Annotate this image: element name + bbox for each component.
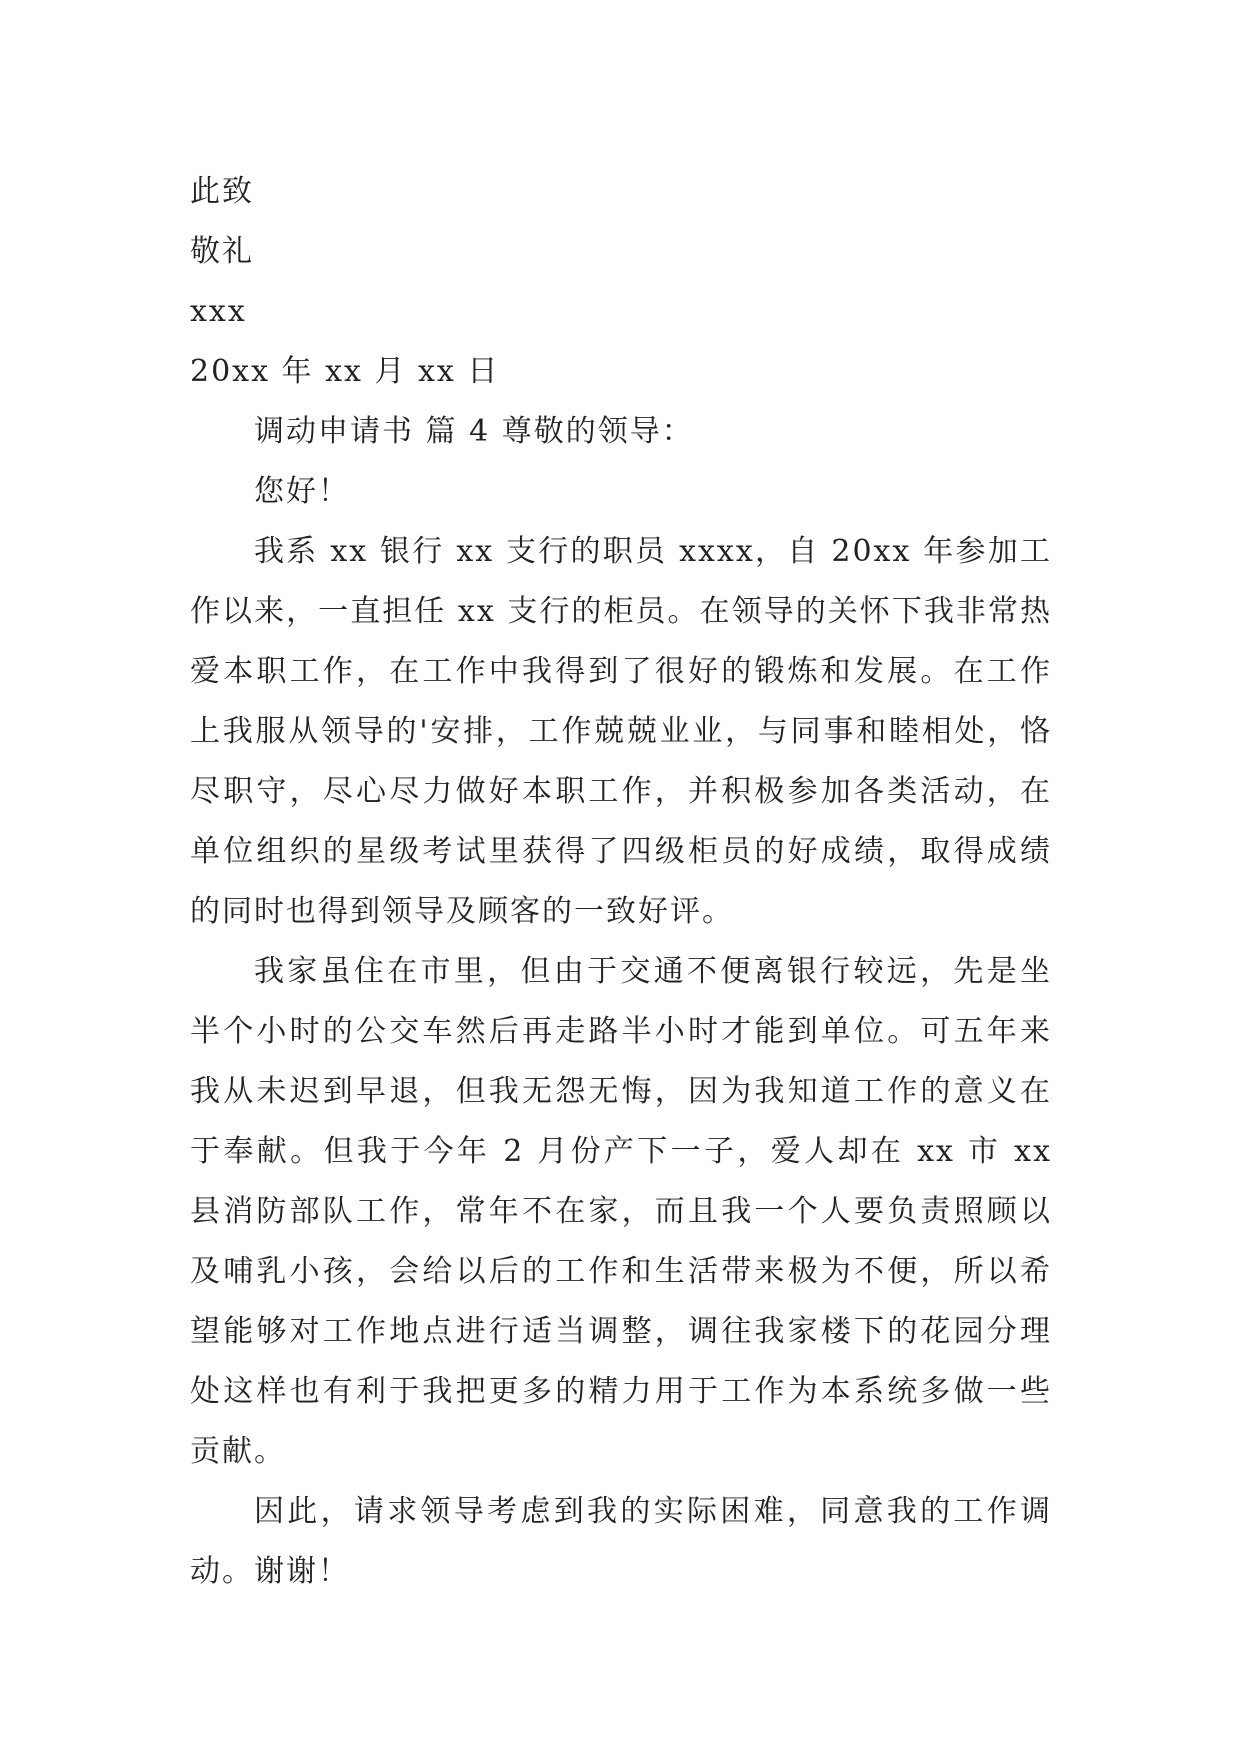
closing-regards: 敬礼 — [190, 234, 254, 269]
paragraph-1: 我系 xx 银行 xx 支行的职员 xxxx，自 20xx 年参加工作以来，一直担任 xx 支行的柜员。在领导的关怀下我非常热爱本职工作，在工作中我得到了很好的锻炼和发展。在工作上我服从领导的'安排，工作兢兢业业，与同事和睦相处，恪尽职守，尽心尽力做好本职工作，并积极参加各类活动，在单位组织的星级考试里获得了四级柜员的好成绩，取得成绩的同时也得到领导及顾客的一致好评。 — [190, 534, 1052, 929]
signature: xxx — [190, 294, 247, 329]
paragraph-2: 我家虽住在市里，但由于交通不便离银行较远，先是坐半个小时的公交车然后再走路半小时才能到单位。可五年来我从未迟到早退，但我无怨无悔，因为我知道工作的意义在于奉献。但我于今年 2 月份产下一子，爱人却在 xx 市 xx 县消防部队工作，常年不在家，而且我一个人要负责照顾以及哺乳小孩，会给以后的工作和生活带来极为不便，所以希望能够对工作地点进行适当调整，调往我家楼下的花园分理处这样也有利于我把更多的精力用于工作为本系统多做一些贡献。 — [190, 954, 1052, 1469]
letter-greeting: 您好！ — [254, 474, 350, 509]
document-body — [190, 162, 1052, 1602]
closing-salutation: 此致 — [190, 174, 254, 209]
date-line: 20xx 年 xx 月 xx 日 — [190, 354, 500, 389]
letter-heading: 调动申请书 篇 4 尊敬的领导： — [254, 414, 694, 449]
paragraph-3: 因此，请求领导考虑到我的实际困难，同意我的工作调动。谢谢！ — [190, 1494, 1052, 1589]
